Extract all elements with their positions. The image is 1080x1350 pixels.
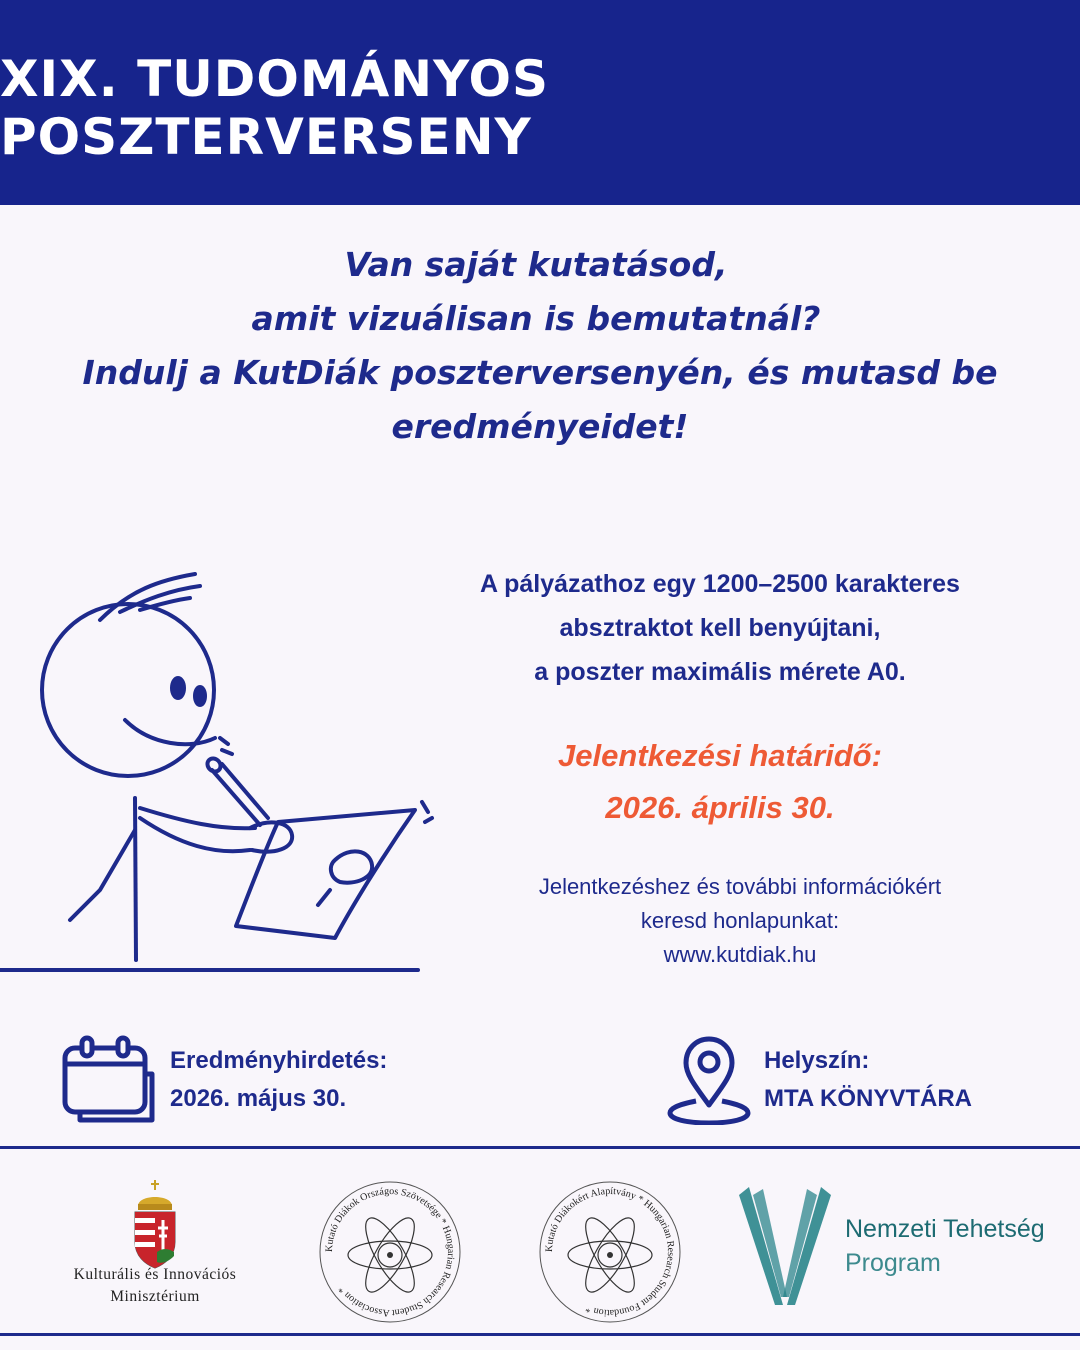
results-label: Eredményhirdetés: [170, 1047, 388, 1074]
competition-details [390, 562, 1050, 694]
details-line: a poszter maximális mérete A0. [534, 658, 906, 686]
divider [0, 1146, 1080, 1149]
venue [666, 1030, 972, 1130]
ministry-name-line: Kulturális és Innovációs [73, 1266, 237, 1283]
kdosz-seal-text: Kutató Diákok Országos Szövetsége * Hungarian Research Student Association * [323, 1185, 457, 1319]
intro-line: amit vizuálisan is bemutatnál? [251, 299, 821, 338]
info-line: Jelentkezéshez és további információkért [538, 874, 942, 899]
kda-seal-text: Kutató Diákokért Alapítvány * Hungarian Research Student Foundation * [543, 1185, 677, 1319]
ntp-logo-icon [735, 1187, 835, 1307]
results-announcement [60, 1030, 387, 1130]
divider [0, 1333, 1080, 1336]
website-link[interactable]: www.kutdiak.hu [663, 942, 817, 967]
calendar-icon [60, 1034, 160, 1126]
contact-info [410, 870, 1070, 972]
sponsor-logos [0, 1152, 1080, 1332]
intro-line: Van saját kutatásod, [344, 245, 728, 284]
intro-line: eredményeidet! [391, 407, 689, 446]
info-line: keresd honlapunkat: [640, 908, 840, 933]
deadline-label: Jelentkezési határidő: [558, 738, 882, 773]
kdosz-seal-logo [315, 1177, 465, 1327]
venue-place: MTA KÖNYVTÁRA [764, 1085, 972, 1112]
details-line: absztraktot kell benyújtani, [559, 614, 881, 642]
details-line: A pályázathoz egy 1200–2500 karakteres [480, 570, 960, 598]
ntp-name [845, 1212, 1045, 1280]
intro-text [0, 238, 1080, 454]
ministry-name-line: Minisztérium [110, 1288, 200, 1305]
intro-line: Indulj a KutDiák poszterversenyén, és mutasd be [82, 353, 998, 392]
page-title: XIX. TUDOMÁNYOS POSZTERVERSENY [0, 49, 550, 166]
hungarian-coat-of-arms-icon [130, 1180, 180, 1270]
header-banner [0, 0, 1080, 205]
results-date: 2026. május 30. [170, 1085, 347, 1112]
deadline-date: 2026. április 30. [605, 790, 835, 825]
venue-label: Helyszín: [764, 1047, 870, 1074]
ntp-sub-line: Program [845, 1249, 941, 1277]
ntp-name-line: Nemzeti Tehetség [845, 1215, 1045, 1243]
location-pin-icon [666, 1035, 752, 1125]
kda-seal-logo [535, 1177, 685, 1327]
deadline [390, 730, 1050, 834]
ministry-name [30, 1264, 280, 1308]
stick-figure-illustration [0, 560, 440, 980]
